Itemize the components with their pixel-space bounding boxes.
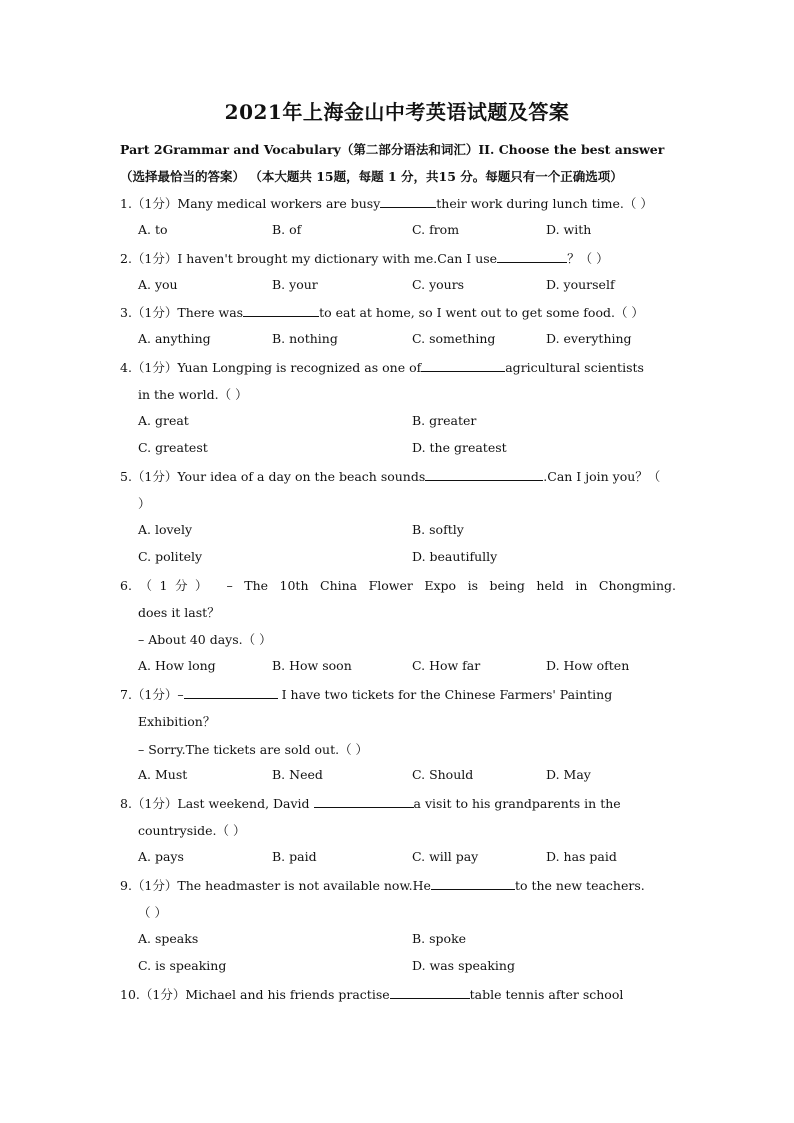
option-d[interactable]: D. with — [546, 222, 592, 237]
option-c[interactable]: C. yours — [412, 277, 465, 292]
option-a[interactable]: A. pays — [138, 849, 184, 864]
option-d[interactable]: D. How often — [546, 658, 630, 673]
option-c[interactable]: C. something — [412, 331, 496, 346]
option-b[interactable]: B. Need — [272, 767, 323, 782]
response-line: – About 40 days.（ ） — [138, 632, 272, 647]
question-stem: 8.（1分）Last weekend, David a visit to his grandparents in the — [120, 796, 621, 811]
option-a[interactable]: A. anything — [138, 331, 211, 346]
question-stem: 1.（1分）Many medical workers are busy their work during lunch time.（ ） — [120, 196, 653, 211]
question-stem: 3.（1分）There was to eat at home, so I went out to get some food.（ ） — [120, 305, 644, 320]
option-d[interactable]: D. May — [546, 767, 591, 782]
option-a[interactable]: A. speaks — [138, 931, 199, 946]
answer-blank — [243, 304, 319, 317]
options-row — [138, 931, 698, 951]
option-a[interactable]: A. you — [138, 277, 178, 292]
option-c[interactable]: C. Should — [412, 767, 474, 782]
answer-blank — [421, 359, 505, 372]
question-stem: 2.（1分）I haven't brought my dictionary with me.Can I use ？（ ） — [120, 251, 609, 266]
option-d[interactable]: D. has paid — [546, 849, 617, 864]
options-row — [138, 440, 698, 460]
option-b[interactable]: B. How soon — [272, 658, 352, 673]
option-a[interactable]: A. lovely — [138, 522, 193, 537]
option-a[interactable]: A. to — [138, 222, 168, 237]
option-a[interactable]: A. great — [138, 413, 189, 428]
options-row — [138, 413, 698, 433]
section-intro: Part 2Grammar and Vocabulary（第二部分语法和词汇）II. Choose the best answer （选择最恰当的答案） （本大题共 15题，每题 1 分，共15 分。每题只有一个正确选项） — [120, 142, 665, 184]
question-stem: 6.（1分） – The 10th China Flower Expo is being held in Chongming. — [120, 578, 676, 593]
question-stem-continued: in the world.（ ） — [138, 387, 248, 402]
question-stem-continued: does it last？ — [138, 605, 220, 620]
option-b[interactable]: B. of — [272, 222, 302, 237]
options-row — [138, 331, 698, 351]
response-line: – Sorry.The tickets are sold out.（ ） — [138, 742, 369, 757]
options-row — [138, 958, 698, 978]
answer-blank — [314, 795, 414, 808]
question-stem: 4.（1分）Yuan Longping is recognized as one of agricultural scientists — [120, 360, 644, 375]
question-stem: 9.（1分）The headmaster is not available now.He to the new teachers. — [120, 878, 645, 893]
option-b[interactable]: B. nothing — [272, 331, 338, 346]
option-b[interactable]: B. paid — [272, 849, 317, 864]
option-c[interactable]: C. politely — [138, 549, 203, 564]
options-row — [138, 222, 698, 242]
options-row — [138, 522, 698, 542]
question-stem-continued: （ ） — [138, 905, 167, 920]
question-stem: 10.（1分）Michael and his friends practise table tennis after school — [120, 987, 624, 1002]
options-row — [138, 658, 698, 678]
options-row — [138, 849, 698, 869]
option-b[interactable]: B. your — [272, 277, 318, 292]
answer-blank — [431, 877, 515, 890]
option-c[interactable]: C. from — [412, 222, 460, 237]
question-stem-continued: countryside.（ ） — [138, 823, 246, 838]
option-a[interactable]: A. How long — [138, 658, 216, 673]
option-c[interactable]: C. will pay — [412, 849, 479, 864]
answer-blank — [390, 986, 470, 999]
question-stem-continued: Exhibition？ — [138, 714, 216, 729]
option-c[interactable]: C. How far — [412, 658, 481, 673]
option-b[interactable]: B. softly — [412, 522, 464, 537]
document-title: 2021年上海金山中考英语试题及答案 — [224, 100, 570, 124]
option-b[interactable]: B. greater — [412, 413, 477, 428]
option-d[interactable]: D. everything — [546, 331, 632, 346]
option-c[interactable]: C. is speaking — [138, 958, 227, 973]
option-d[interactable]: D. was speaking — [412, 958, 515, 973]
options-row — [138, 549, 698, 569]
answer-blank — [184, 686, 278, 699]
question-stem: 7.（1分）– I have two tickets for the Chinese Farmers' Painting — [120, 687, 613, 702]
option-b[interactable]: B. spoke — [412, 931, 467, 946]
question-stem-continued: ） — [138, 496, 151, 511]
answer-blank — [497, 250, 567, 263]
answer-blank — [425, 468, 543, 481]
option-d[interactable]: D. the greatest — [412, 440, 507, 455]
question-stem: 5.（1分）Your idea of a day on the beach sounds .Can I join you？（ — [120, 469, 661, 484]
answer-blank — [380, 195, 436, 208]
option-d[interactable]: D. yourself — [546, 277, 615, 292]
option-a[interactable]: A. Must — [138, 767, 188, 782]
options-row — [138, 277, 698, 297]
options-row — [138, 767, 698, 787]
option-d[interactable]: D. beautifully — [412, 549, 498, 564]
option-c[interactable]: C. greatest — [138, 440, 208, 455]
